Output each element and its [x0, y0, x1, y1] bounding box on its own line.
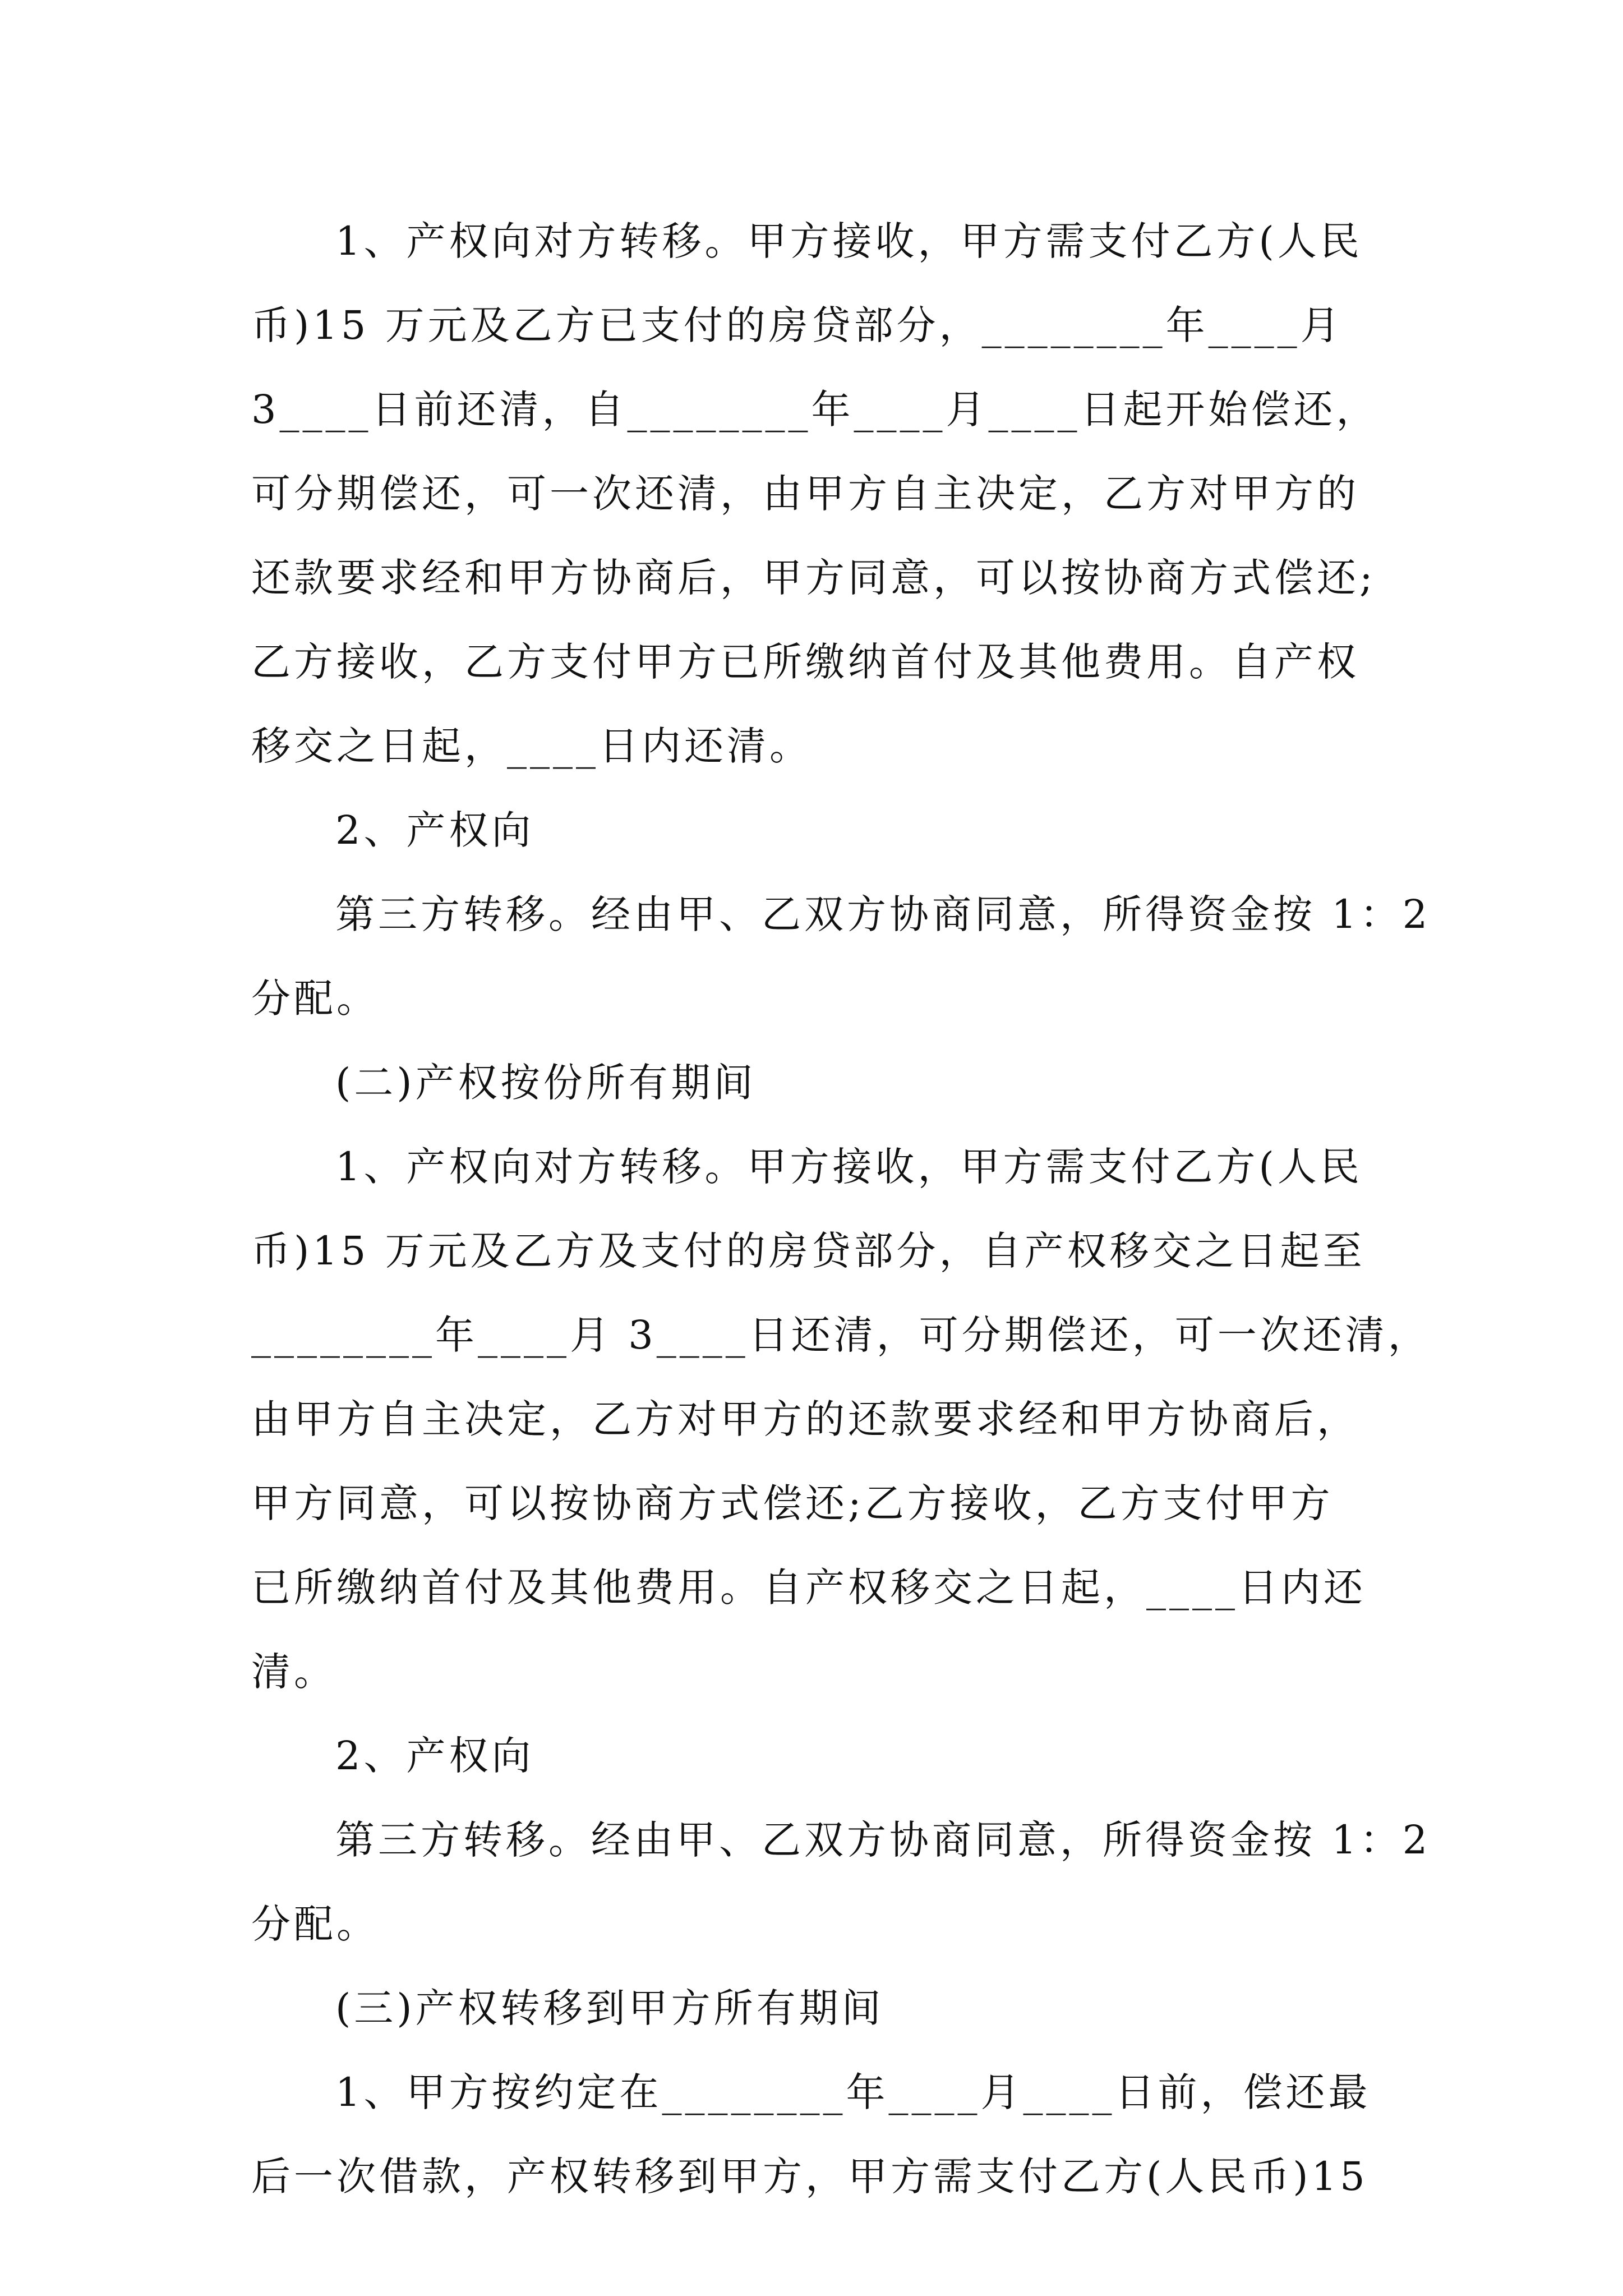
section-heading: (三)产权转移到甲方所有期间 [335, 1985, 884, 2031]
section-heading: (二)产权按份所有期间 [335, 1060, 757, 1106]
text-line: 分配。 [251, 1901, 379, 1947]
text-line: 甲方同意，可以按协商方式偿还;乙方接收，乙方支付甲方 [251, 1480, 1334, 1526]
text-line: 3____日前还清，自________年____月____日起开始偿还， [251, 386, 1379, 432]
text-line: 1、产权向对方转移。甲方接收，甲方需支付乙方(人民 [335, 218, 1363, 264]
text-line: 币)15 万元及乙方及支付的房贷部分，自产权移交之日起至 [251, 1228, 1366, 1274]
text-line: 后一次借款，产权转移到甲方，甲方需支付乙方(人民币)15 [251, 2154, 1368, 2200]
text-line: 可分期偿还，可一次还清，由甲方自主决定，乙方对甲方的 [251, 471, 1359, 517]
text-line: 还款要求经和甲方协商后，甲方同意，可以按协商方式偿还; [251, 555, 1376, 601]
text-line: 由甲方自主决定，乙方对甲方的还款要求经和甲方协商后， [251, 1396, 1359, 1442]
text-line: 第三方转移。经由甲、乙双方协商同意，所得资金按 1：2 [335, 891, 1431, 937]
text-line: 已所缴纳首付及其他费用。自产权移交之日起，____日内还 [251, 1565, 1366, 1611]
text-line: 1、产权向对方转移。甲方接收，甲方需支付乙方(人民 [335, 1144, 1363, 1190]
text-line: 分配。 [251, 976, 379, 1022]
text-line: 2、产权向 [335, 1733, 534, 1779]
text-line: 第三方转移。经由甲、乙双方协商同意，所得资金按 1：2 [335, 1817, 1431, 1863]
text-line: 2、产权向 [335, 807, 534, 853]
text-line: 乙方接收，乙方支付甲方已所缴纳首付及其他费用。自产权 [251, 639, 1359, 685]
text-line: 1、甲方按约定在________年____月____日前，偿还最 [335, 2069, 1371, 2115]
text-line: 移交之日起，____日内还清。 [251, 723, 812, 769]
text-line: 清。 [251, 1649, 336, 1695]
text-line: ________年____月 3____日还清，可分期偿还，可一次还清， [251, 1312, 1431, 1358]
text-line: 币)15 万元及乙方已支付的房贷部分，________年____月 [251, 302, 1343, 348]
